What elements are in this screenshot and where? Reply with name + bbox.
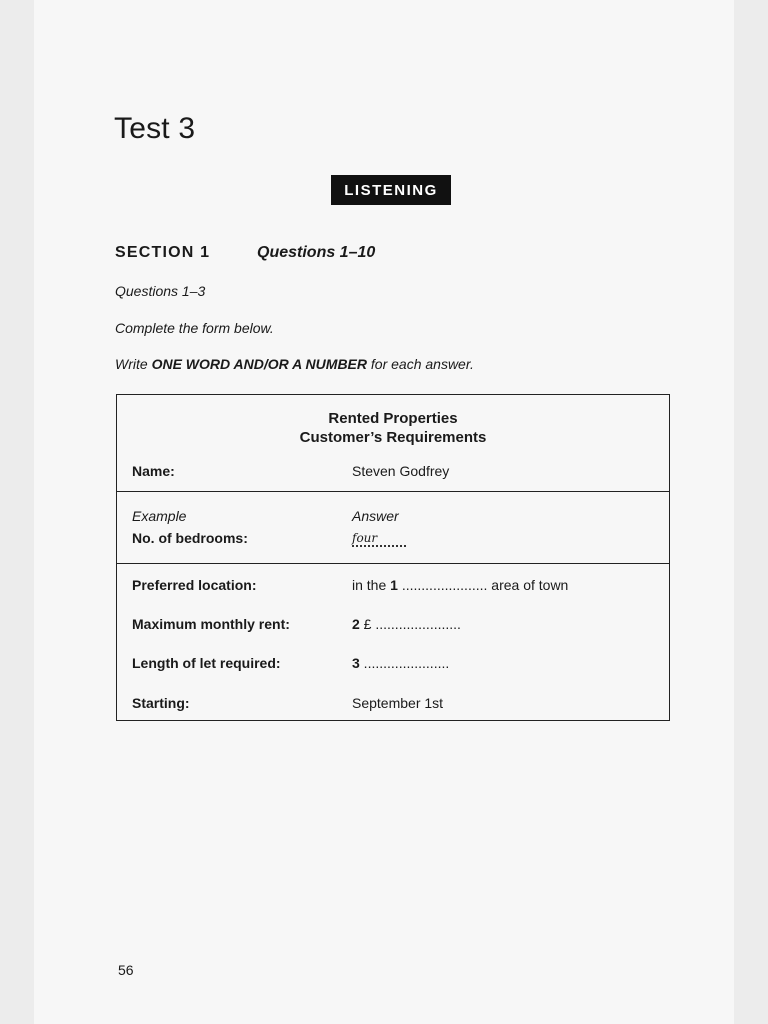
name-value: Steven Godfrey bbox=[352, 463, 450, 479]
exam-page bbox=[34, 0, 734, 1024]
question-number-3: 3 bbox=[352, 655, 360, 671]
answer-blank-1: ...................... bbox=[397, 577, 492, 593]
question-number-2: 2 bbox=[352, 616, 360, 632]
location-prefix: in the bbox=[352, 577, 391, 593]
starting-label: Starting: bbox=[132, 695, 190, 711]
requirements-form bbox=[116, 394, 670, 721]
section-questions: Questions 1–10 bbox=[257, 244, 376, 261]
answer-rule bbox=[115, 356, 474, 372]
let-length-answer-field[interactable] bbox=[352, 655, 449, 671]
location-suffix: area of town bbox=[491, 577, 569, 593]
form-title-line1: Rented Properties bbox=[328, 410, 458, 427]
page-number: 56 bbox=[118, 962, 134, 978]
section-label: SECTION 1 bbox=[115, 244, 211, 261]
bedrooms-answer bbox=[352, 529, 406, 547]
let-length-label: Length of let required: bbox=[132, 655, 281, 671]
form-title-line2: Customer’s Requirements bbox=[299, 429, 487, 446]
instruction-text: Complete the form below. bbox=[115, 320, 274, 336]
answer-rule-emphasis: ONE WORD AND/OR A NUMBER bbox=[151, 356, 367, 372]
name-label: Name: bbox=[132, 463, 175, 479]
listening-badge: LISTENING bbox=[331, 175, 451, 205]
bedrooms-label: No. of bedrooms: bbox=[132, 530, 248, 546]
handwritten-answer: four bbox=[352, 531, 406, 547]
test-title: Test 3 bbox=[114, 112, 196, 145]
answer-blank-2: £ ...................... bbox=[359, 616, 461, 632]
example-label: Example bbox=[132, 508, 187, 524]
form-divider bbox=[117, 491, 669, 492]
answer-rule-prefix: Write bbox=[115, 356, 152, 372]
questions-range: Questions 1–3 bbox=[115, 283, 206, 299]
location-label: Preferred location: bbox=[132, 577, 257, 593]
form-divider bbox=[117, 563, 669, 564]
answer-rule-suffix: for each answer. bbox=[367, 356, 474, 372]
rent-answer-field[interactable] bbox=[352, 616, 461, 632]
starting-value: September 1st bbox=[352, 695, 444, 711]
answer-label: Answer bbox=[352, 508, 399, 524]
question-number-1: 1 bbox=[390, 577, 398, 593]
location-answer-field[interactable] bbox=[352, 577, 568, 593]
answer-blank-3: ...................... bbox=[359, 655, 450, 671]
rent-label: Maximum monthly rent: bbox=[132, 616, 290, 632]
